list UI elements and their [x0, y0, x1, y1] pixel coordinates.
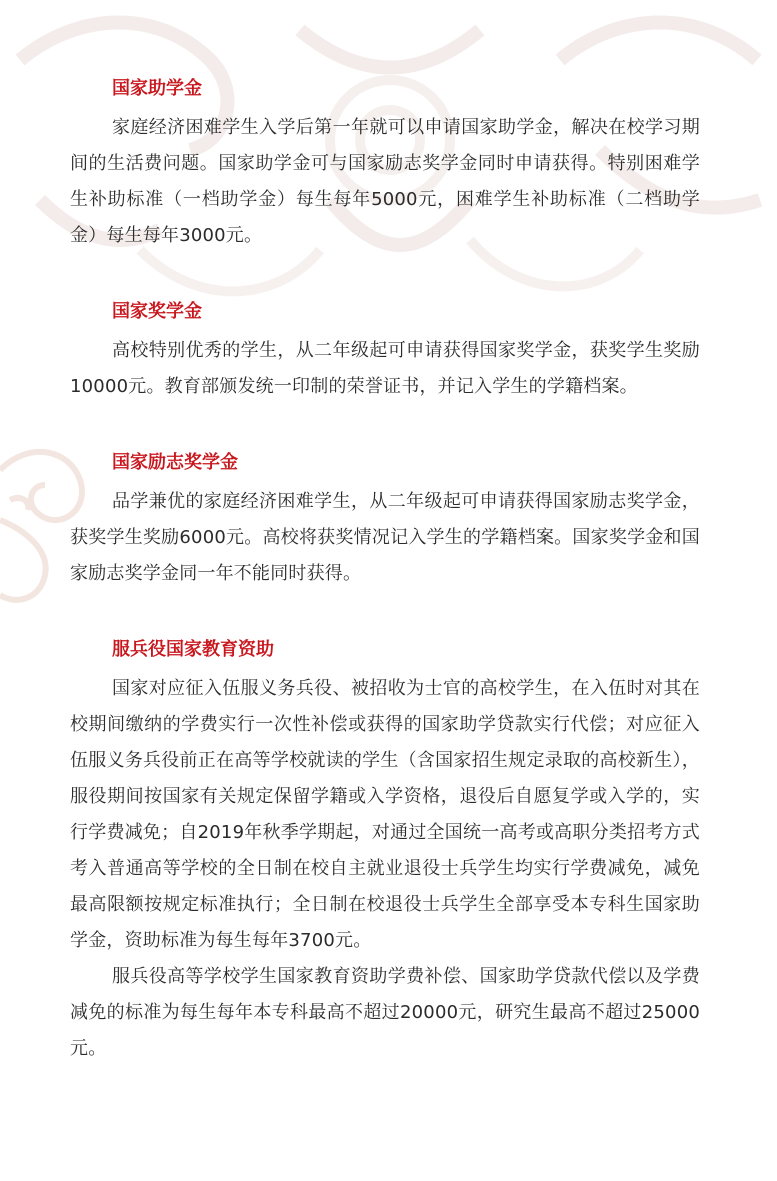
- section-national-scholarship: [70, 297, 700, 405]
- content-area: [70, 74, 700, 1110]
- section-paragraph: 服兵役高等学校学生国家教育资助学费补偿、国家助学贷款代偿以及学费减免的标准为每生每年本专科最高不超过20000元，研究生最高不超过25000元。: [70, 966, 700, 1059]
- section-title: 国家助学金: [112, 78, 202, 99]
- section-paragraph: 家庭经济困难学生入学后第一年就可以申请国家助学金，解决在校学习期间的生活费问题。国家助学金可与国家励志奖学金同时申请获得。特别困难学生补助标准（一档助学金）每生每年5000元，困难学生补助标准（二档助学金）每生每年3000元。: [70, 117, 700, 246]
- section-paragraph: 国家对应征入伍服义务兵役、被招收为士官的高校学生，在入伍时对其在校期间缴纳的学费实行一次性补偿或获得的国家助学贷款实行代偿；对应征入伍服义务兵役前正在高等学校就读的学生（含国家招生规定录取的高校新生），服役期间按国家有关规定保留学籍或入学资格，退役后自愿复学或入学的，实行学费减免；自2019年秋季学期起，对通过全国统一高考或高职分类招考方式考入普通高等学校的全日制在校自主就业退役士兵学生均实行学费减免，减免最高限额按规定标准执行；全日制在校退役士兵学生全部享受本专科生国家助学金，资助标准为每生每年3700元。: [70, 678, 700, 951]
- section-paragraph: 品学兼优的家庭经济困难学生，从二年级起可申请获得国家励志奖学金，获奖学生奖励6000元。高校将获奖情况记入学生的学籍档案。国家奖学金和国家励志奖学金同一年不能同时获得。: [70, 491, 700, 584]
- section-paragraph: 高校特别优秀的学生，从二年级起可申请获得国家奖学金，获奖学生奖励10000元。教育部颁发统一印制的荣誉证书，并记入学生的学籍档案。: [70, 340, 700, 397]
- section-military-service-aid: [70, 635, 700, 1067]
- section-title: 国家励志奖学金: [112, 452, 238, 473]
- section-title: 国家奖学金: [112, 301, 202, 322]
- section-national-grant: [70, 74, 700, 254]
- section-national-encouragement-scholarship: [70, 448, 700, 592]
- section-title: 服兵役国家教育资助: [112, 639, 274, 660]
